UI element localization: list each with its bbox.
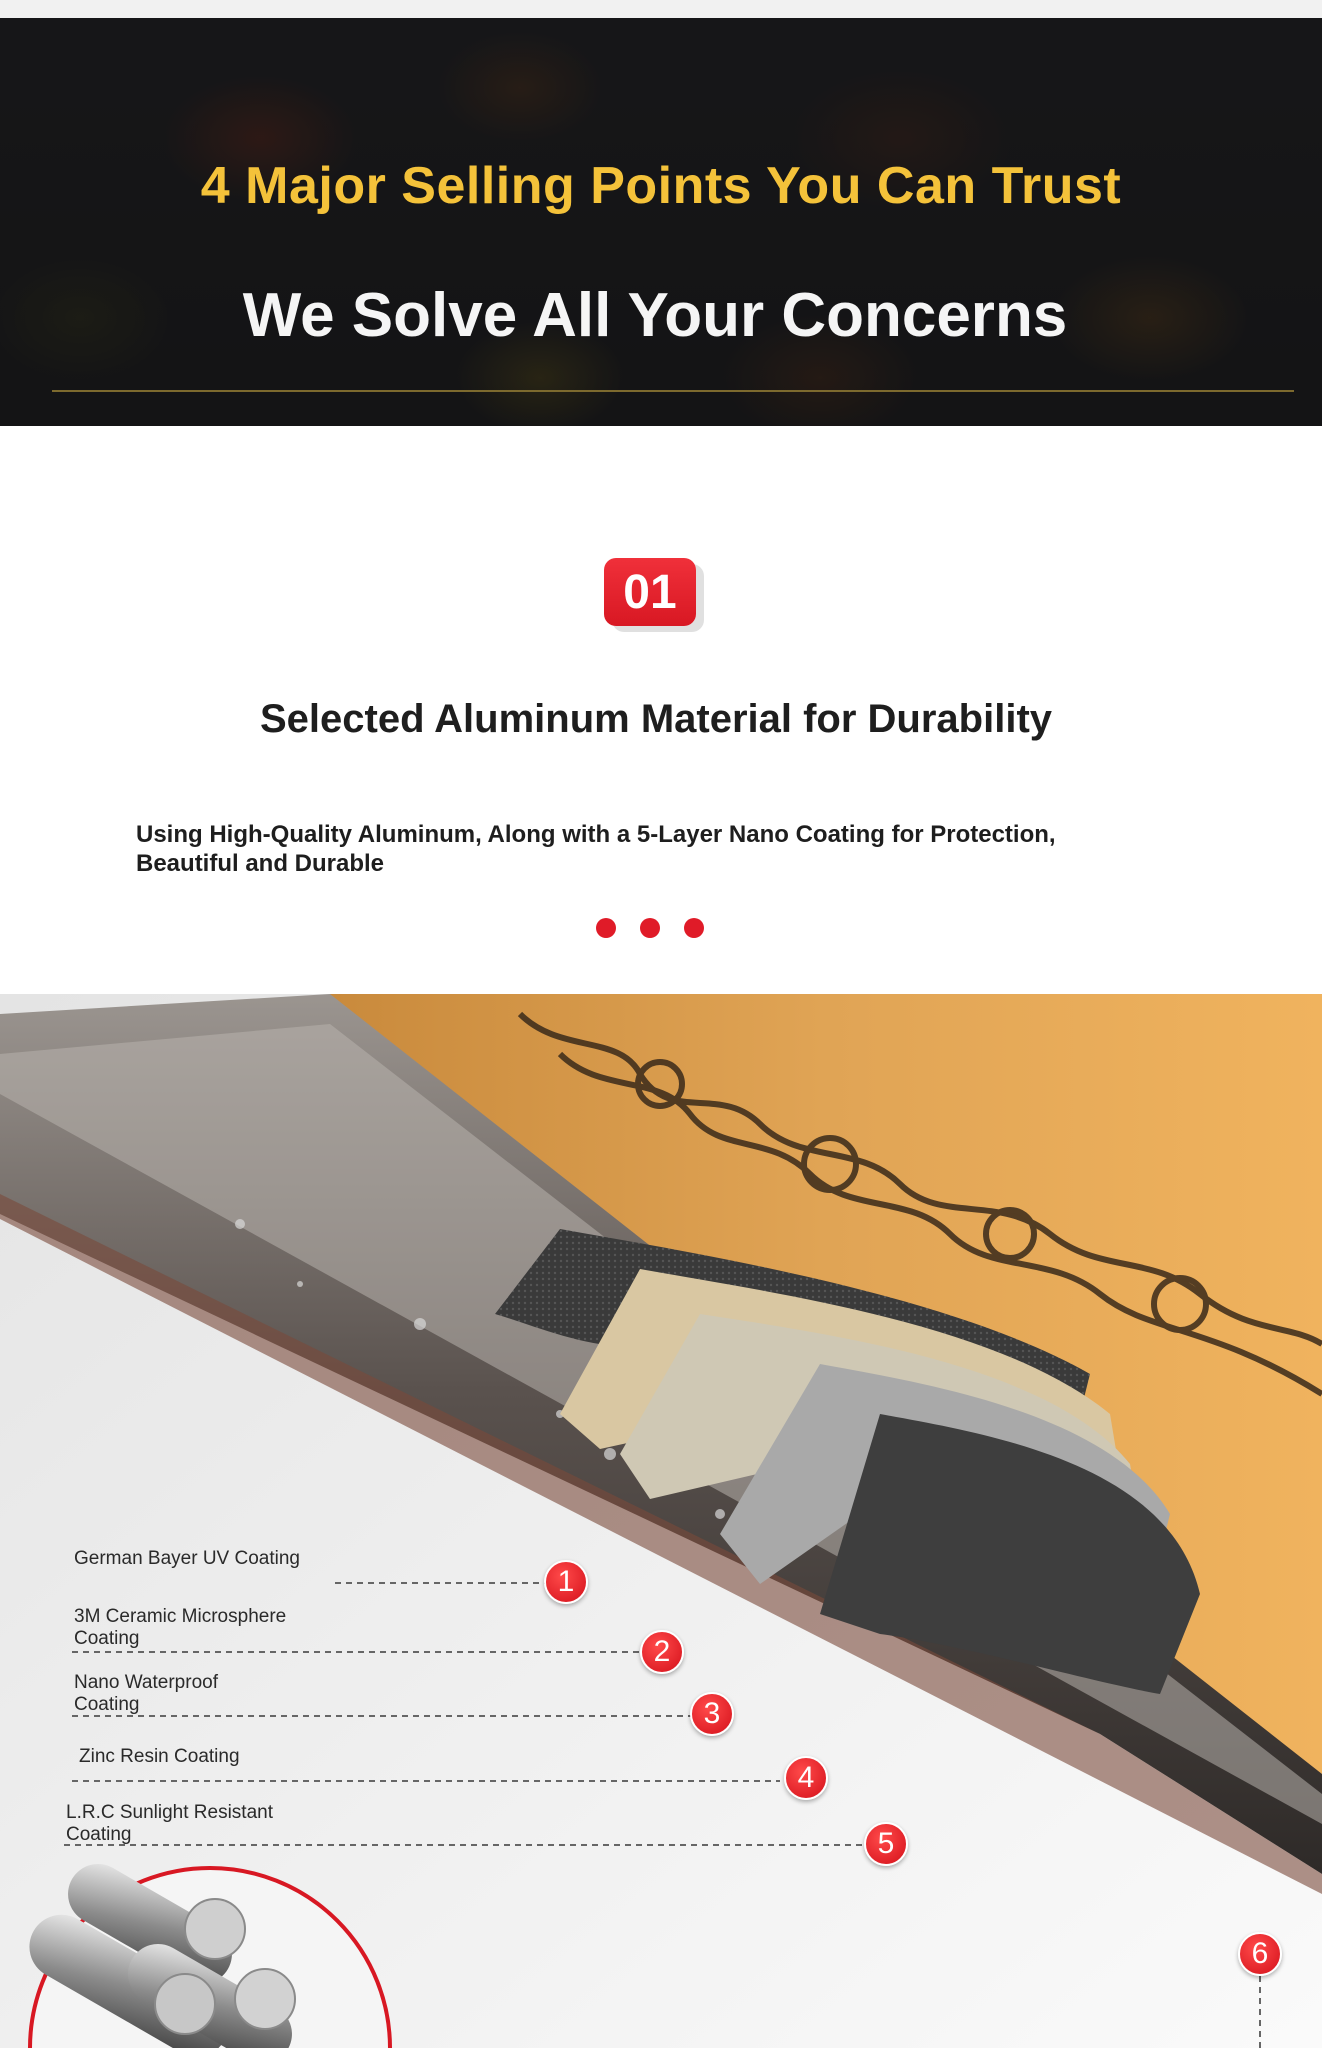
- layer-number-1: 1: [544, 1560, 588, 1604]
- feature-number-badge: 01: [604, 558, 696, 626]
- layer-number-4: 4: [784, 1756, 828, 1800]
- layer-number-2: 2: [640, 1630, 684, 1674]
- layer-number-3: 3: [690, 1692, 734, 1736]
- layer-label-3: Nano Waterproof Coating: [74, 1672, 218, 1715]
- carousel-dot[interactable]: [640, 918, 660, 938]
- hero-banner: [0, 18, 1322, 426]
- layer-label-2: 3M Ceramic Microsphere Coating: [74, 1606, 287, 1649]
- feature-title: Selected Aluminum Material for Durability: [260, 697, 1053, 741]
- hero-title: 4 Major Selling Points You Can Trust: [200, 157, 1122, 215]
- feature-description: Using High-Quality Aluminum, Along with a 5-Layer Nano Coating for Protection, Beautiful and Durable: [136, 821, 1056, 877]
- layer-label-5: L.R.C Sunlight Resistant Coating: [66, 1802, 273, 1845]
- layer-number-6: 6: [1238, 1932, 1282, 1976]
- hero-divider-line: [52, 390, 1294, 392]
- product-layer-image: [0, 994, 1322, 2048]
- carousel-dot[interactable]: [596, 918, 616, 938]
- layer-label-1: German Bayer UV Coating: [74, 1548, 300, 1569]
- layer-number-5: 5: [864, 1822, 908, 1866]
- layer-label-4: Zinc Resin Coating: [79, 1746, 240, 1767]
- top-divider: [0, 0, 1322, 18]
- hero-overlay: [0, 18, 1322, 426]
- carousel-dots: [596, 918, 704, 938]
- hero-subtitle: We Solve All Your Concerns: [242, 281, 1068, 350]
- carousel-dot[interactable]: [684, 918, 704, 938]
- coating-layers-illustration: [0, 994, 1322, 2048]
